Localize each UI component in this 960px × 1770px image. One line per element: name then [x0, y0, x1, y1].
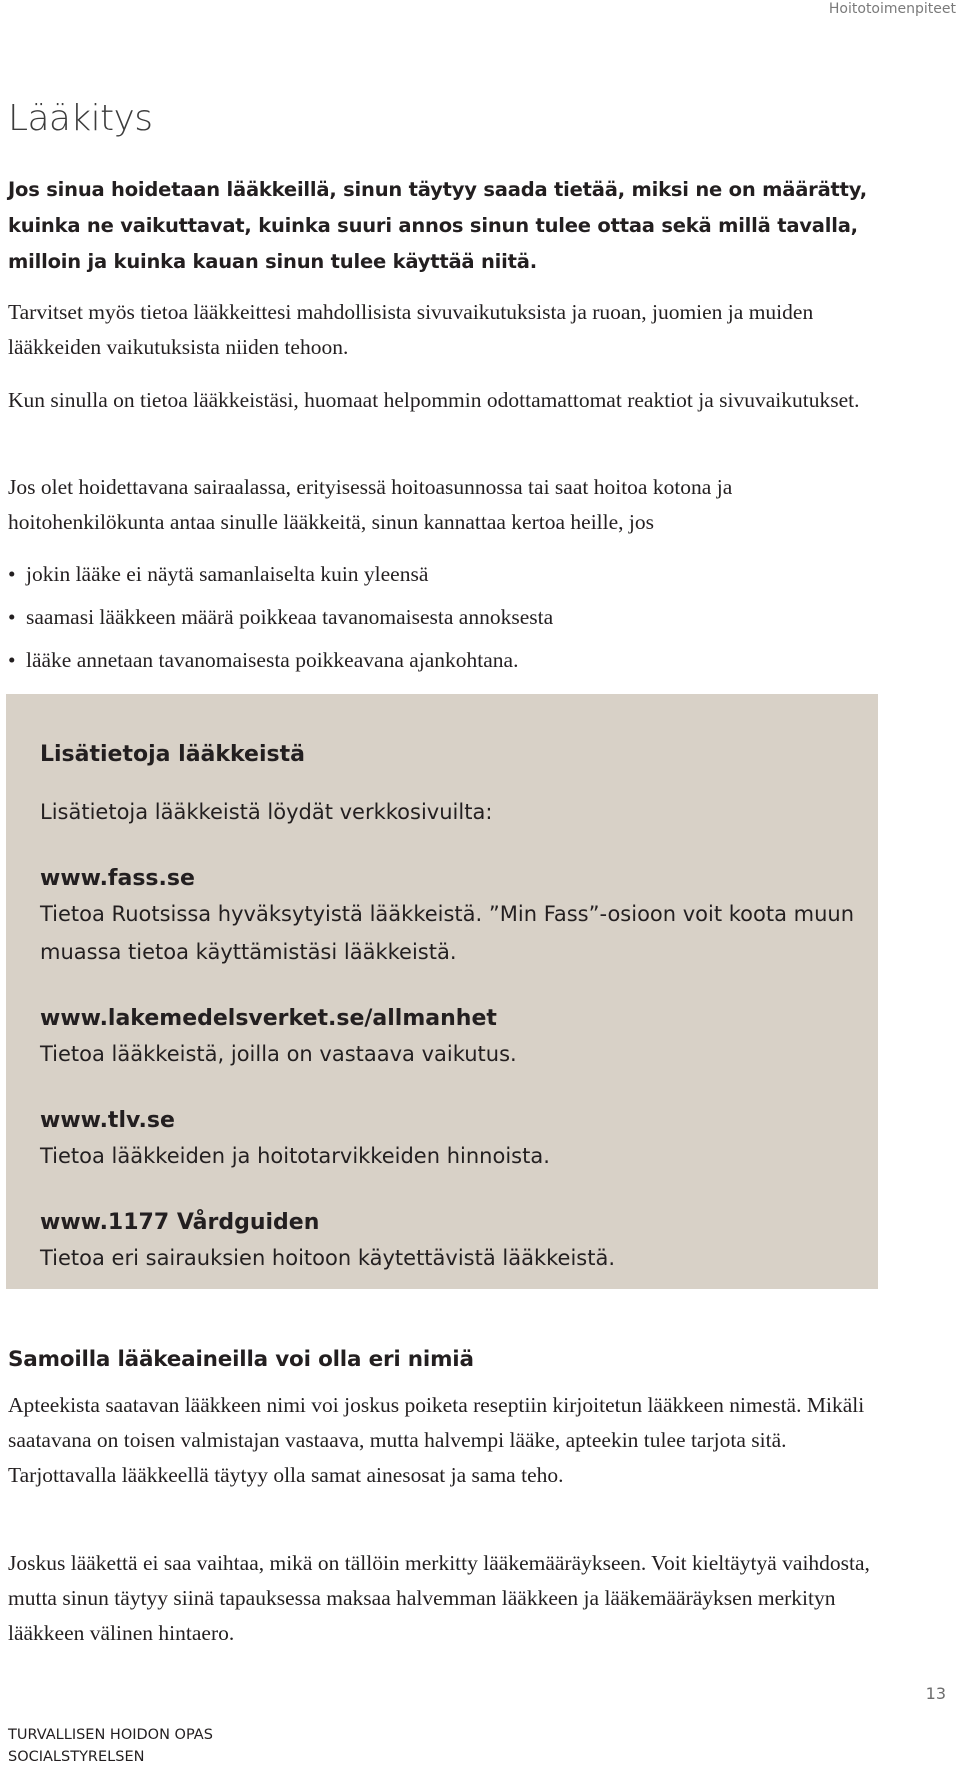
info-box-intro: Lisätietoja lääkkeistä löydät verkkosivuilta:	[40, 800, 493, 824]
footer-publication-title: TURVALLISEN HOIDON OPAS	[8, 1727, 213, 1743]
section-heading: Samoilla lääkeaineilla voi olla eri nimiä	[8, 1347, 474, 1372]
bullet-icon: •	[8, 562, 16, 586]
link-description: Tietoa lääkkeiden ja hoitotarvikkeiden hinnoista.	[40, 1144, 550, 1168]
list-item	[8, 643, 553, 686]
footer-publisher: SOCIALSTYRELSEN	[8, 1749, 145, 1765]
list-item	[8, 557, 553, 600]
link-lakemedelsverket[interactable]: www.lakemedelsverket.se/allmanhet	[40, 1006, 497, 1031]
page-number: 13	[925, 1684, 946, 1703]
paragraph-reactions: Kun sinulla on tietoa lääkkeistäsi, huomaat helpommin odottamattomat reaktiot ja sivuvaikutukset.	[8, 388, 860, 412]
lead-paragraph: Jos sinua hoidetaan lääkkeillä, sinun täytyy saada tietää, miksi ne on määrätty, kuinka ne vaikuttavat, kuinka suuri annos sinun tulee ottaa sekä millä tavalla, milloin ja kuinka kauan sinun tulee käyttää niitä.	[8, 178, 867, 273]
link-description: Tietoa Ruotsissa hyväksytyistä lääkkeistä. ”Min Fass”-osioon voit koota muun muassa tietoa käyttämistäsi lääkkeistä.	[40, 902, 855, 964]
page-title: Lääkitys	[8, 98, 153, 139]
list-item-text: lääke annetaan tavanomaisesta poikkeavana ajankohtana.	[26, 648, 519, 672]
list-item	[8, 600, 553, 643]
link-description: Tietoa lääkkeistä, joilla on vastaava vaikutus.	[40, 1042, 517, 1066]
paragraph-substitution: Joskus lääkettä ei saa vaihtaa, mikä on tällöin merkitty lääkemääräykseen. Voit kieltäytyä vaihdosta, mutta sinun täytyy siinä tapauksessa maksaa halvemman lääkkeen ja lääkemääräyksen merkityn lääkkeen välinen hintaero.	[8, 1551, 870, 1645]
link-fass[interactable]: www.fass.se	[40, 866, 195, 891]
link-tlv[interactable]: www.tlv.se	[40, 1108, 175, 1133]
list-item-text: jokin lääke ei näytä samanlaiselta kuin yleensä	[26, 562, 429, 586]
link-1177-vardguiden[interactable]: www.1177 Vårdguiden	[40, 1210, 320, 1235]
paragraph-hospital-care: Jos olet hoidettavana sairaalassa, erityisessä hoitoasunnossa tai saat hoitoa kotona ja hoitohenkilökunta antaa sinulle lääkkeitä, sinun kannattaa kertoa heille, jos	[8, 475, 733, 534]
footer	[8, 1724, 213, 1768]
link-description: Tietoa eri sairauksien hoitoon käytettävistä lääkkeistä.	[40, 1246, 616, 1270]
list-item-text: saamasi lääkkeen määrä poikkeaa tavanomaisesta annoksesta	[26, 605, 554, 629]
running-header: Hoitotoimenpiteet	[828, 1, 956, 17]
bullet-icon: •	[8, 648, 16, 672]
bullet-icon: •	[8, 605, 16, 629]
info-box	[6, 694, 878, 1289]
paragraph-side-effects: Tarvitset myös tietoa lääkkeittesi mahdollisista sivuvaikutuksista ja ruoan, juomien ja muiden lääkkeiden vaikutuksista niiden tehoon.	[8, 300, 814, 359]
info-box-heading: Lisätietoja lääkkeistä	[40, 742, 305, 767]
bullet-list	[8, 557, 553, 686]
paragraph-generic-names: Apteekista saatavan lääkkeen nimi voi joskus poiketa reseptiin kirjoitetun lääkkeen nimestä. Mikäli saatavana on toisen valmistajan vastaava, mutta halvempi lääke, apteekin tulee tarjota sitä. Tarjottavalla lääkkeellä täytyy olla samat ainesosat ja sama teho.	[8, 1393, 865, 1487]
